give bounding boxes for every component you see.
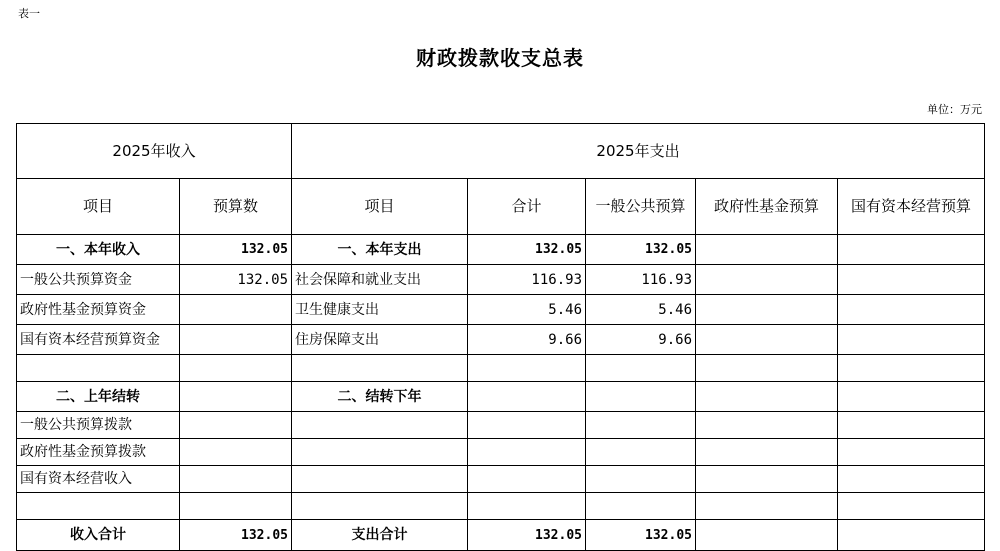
expense-total-cell (468, 355, 586, 382)
expense-state-cell (838, 439, 985, 466)
col-header-state-capital-budget: 国有资本经营预算 (838, 179, 985, 235)
expense-total-cell (468, 412, 586, 439)
col-header-expense-item: 项目 (292, 179, 468, 235)
income-budget-cell (180, 382, 292, 412)
expense-total-cell: 9.66 (468, 325, 586, 355)
expense-general-cell (586, 466, 696, 493)
expense-general-cell (586, 412, 696, 439)
expense-total-cell: 116.93 (468, 265, 586, 295)
income-budget-cell: 132.05 (180, 235, 292, 265)
expense-fund-cell (696, 235, 838, 265)
expense-state-cell (838, 412, 985, 439)
income-budget-cell (180, 439, 292, 466)
expense-item-cell (292, 439, 468, 466)
table-row (17, 295, 985, 325)
income-item-cell (17, 493, 180, 520)
expense-item-cell: 二、结转下年 (292, 382, 468, 412)
expense-state-cell (838, 325, 985, 355)
income-item-cell: 国有资本经营预算资金 (17, 325, 180, 355)
table-row (17, 466, 985, 493)
expense-state-total-value (838, 520, 985, 551)
budget-summary-table (16, 123, 985, 551)
table-row (17, 355, 985, 382)
income-budget-cell (180, 466, 292, 493)
table-row (17, 439, 985, 466)
col-header-fund-budget: 政府性基金预算 (696, 179, 838, 235)
income-item-cell: 二、上年结转 (17, 382, 180, 412)
expense-fund-total-value (696, 520, 838, 551)
expense-general-cell (586, 439, 696, 466)
expense-group-header: 2025年支出 (292, 124, 985, 179)
expense-item-cell (292, 493, 468, 520)
expense-item-cell (292, 355, 468, 382)
table-row (17, 412, 985, 439)
expense-item-cell (292, 412, 468, 439)
expense-fund-cell (696, 439, 838, 466)
income-budget-cell (180, 355, 292, 382)
income-item-cell: 一、本年收入 (17, 235, 180, 265)
expense-total-value: 132.05 (468, 520, 586, 551)
income-budget-cell (180, 412, 292, 439)
col-header-total: 合计 (468, 179, 586, 235)
expense-fund-cell (696, 325, 838, 355)
expense-general-total-value: 132.05 (586, 520, 696, 551)
income-group-header: 2025年收入 (17, 124, 292, 179)
income-budget-cell (180, 493, 292, 520)
expense-general-cell (586, 355, 696, 382)
col-header-general-budget: 一般公共预算 (586, 179, 696, 235)
expense-general-cell: 5.46 (586, 295, 696, 325)
income-budget-cell: 132.05 (180, 265, 292, 295)
expense-fund-cell (696, 355, 838, 382)
expense-item-cell (292, 466, 468, 493)
expense-state-cell (838, 295, 985, 325)
col-header-budget: 预算数 (180, 179, 292, 235)
income-item-cell: 国有资本经营收入 (17, 466, 180, 493)
expense-item-cell: 一、本年支出 (292, 235, 468, 265)
col-header-income-item: 项目 (17, 179, 180, 235)
unit-label: 单位：万元 (927, 103, 982, 116)
expense-total-cell: 5.46 (468, 295, 586, 325)
table-row (17, 235, 985, 265)
expense-fund-cell (696, 382, 838, 412)
expense-state-cell (838, 265, 985, 295)
income-item-cell (17, 355, 180, 382)
table-row (17, 382, 985, 412)
expense-general-cell: 132.05 (586, 235, 696, 265)
totals-row (17, 520, 985, 551)
header-row-groups (17, 124, 985, 179)
expense-total-cell (468, 493, 586, 520)
income-total-value: 132.05 (180, 520, 292, 551)
expense-total-cell: 132.05 (468, 235, 586, 265)
expense-state-cell (838, 382, 985, 412)
expense-general-cell (586, 382, 696, 412)
expense-general-cell (586, 493, 696, 520)
page-title: 财政拨款收支总表 (416, 46, 584, 70)
expense-fund-cell (696, 295, 838, 325)
expense-state-cell (838, 235, 985, 265)
expense-state-cell (838, 466, 985, 493)
income-total-label: 收入合计 (17, 520, 180, 551)
expense-state-cell (838, 493, 985, 520)
expense-total-cell (468, 466, 586, 493)
income-item-cell: 一般公共预算资金 (17, 265, 180, 295)
expense-item-cell: 社会保障和就业支出 (292, 265, 468, 295)
expense-fund-cell (696, 466, 838, 493)
income-item-cell: 政府性基金预算拨款 (17, 439, 180, 466)
expense-general-cell: 116.93 (586, 265, 696, 295)
expense-general-cell: 9.66 (586, 325, 696, 355)
income-item-cell: 政府性基金预算资金 (17, 295, 180, 325)
table-row (17, 265, 985, 295)
expense-total-label: 支出合计 (292, 520, 468, 551)
expense-fund-cell (696, 412, 838, 439)
expense-fund-cell (696, 265, 838, 295)
expense-item-cell: 住房保障支出 (292, 325, 468, 355)
expense-total-cell (468, 382, 586, 412)
income-item-cell: 一般公共预算拨款 (17, 412, 180, 439)
table-row (17, 325, 985, 355)
expense-state-cell (838, 355, 985, 382)
expense-total-cell (468, 439, 586, 466)
table-number-label: 表一 (18, 7, 40, 20)
income-budget-cell (180, 295, 292, 325)
table-row (17, 493, 985, 520)
expense-fund-cell (696, 493, 838, 520)
income-budget-cell (180, 325, 292, 355)
expense-item-cell: 卫生健康支出 (292, 295, 468, 325)
header-row-columns (17, 179, 985, 235)
